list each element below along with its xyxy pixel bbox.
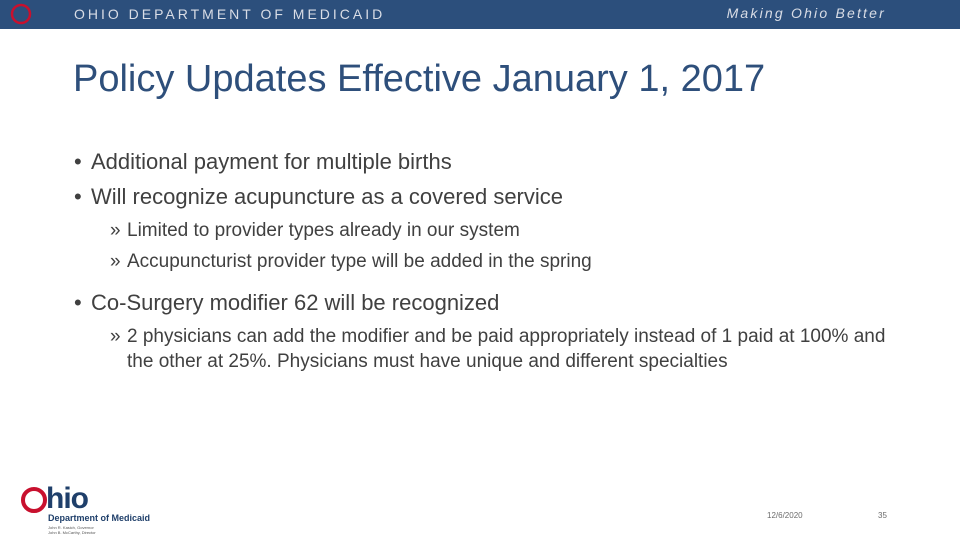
sub-bullet-2-1-text: Limited to provider types already in our system: [127, 220, 520, 241]
page-number: 35: [878, 511, 887, 520]
logo-department: Department of Medicaid: [48, 513, 151, 523]
sub-bullet-3-1: [74, 324, 894, 374]
logo-director-line: John B. McCarthy, Director: [48, 530, 96, 535]
ohio-o-logo-icon: [20, 486, 48, 514]
sub-bullet-glyph: »: [110, 220, 121, 241]
bullet-glyph: •: [74, 290, 82, 315]
bullet-3-text: Co-Surgery modifier 62 will be recognized: [91, 290, 500, 315]
ohio-medicaid-logo: [20, 483, 180, 535]
sub-bullet-3-1-text: 2 physicians can add the modifier and be paid appropriately instead of 1 paid at 100% and the other at 25%. Physicians must have unique and different specialties: [127, 326, 886, 372]
slide-title: Policy Updates Effective January 1, 2017: [73, 58, 766, 100]
bullet-2-text: Will recognize acupuncture as a covered service: [91, 184, 564, 209]
logo-word: hio: [46, 482, 88, 515]
sub-bullet-2-2-text: Accupuncturist provider type will be added in the spring: [127, 251, 592, 272]
bullet-3: [74, 289, 894, 316]
tagline: Making Ohio Better: [726, 5, 886, 21]
header-bar: [0, 0, 960, 29]
sub-bullet-2-1: [74, 218, 894, 243]
bullet-glyph: •: [74, 149, 82, 174]
sub-bullet-2-2: [74, 249, 894, 274]
bullet-1-text: Additional payment for multiple births: [91, 149, 452, 174]
sub-bullet-glyph: »: [110, 326, 121, 347]
bullet-2: [74, 183, 894, 210]
footer-date: 12/6/2020: [767, 511, 803, 520]
bullet-list: [74, 148, 894, 380]
org-name: OHIO DEPARTMENT OF MEDICAID: [74, 6, 386, 22]
circle-seal-icon: [10, 3, 32, 25]
bullet-glyph: •: [74, 184, 82, 209]
bullet-1: [74, 148, 894, 175]
sub-bullet-glyph: »: [110, 251, 121, 272]
logo-governor-line: John R. Kasich, Governor: [48, 525, 94, 530]
